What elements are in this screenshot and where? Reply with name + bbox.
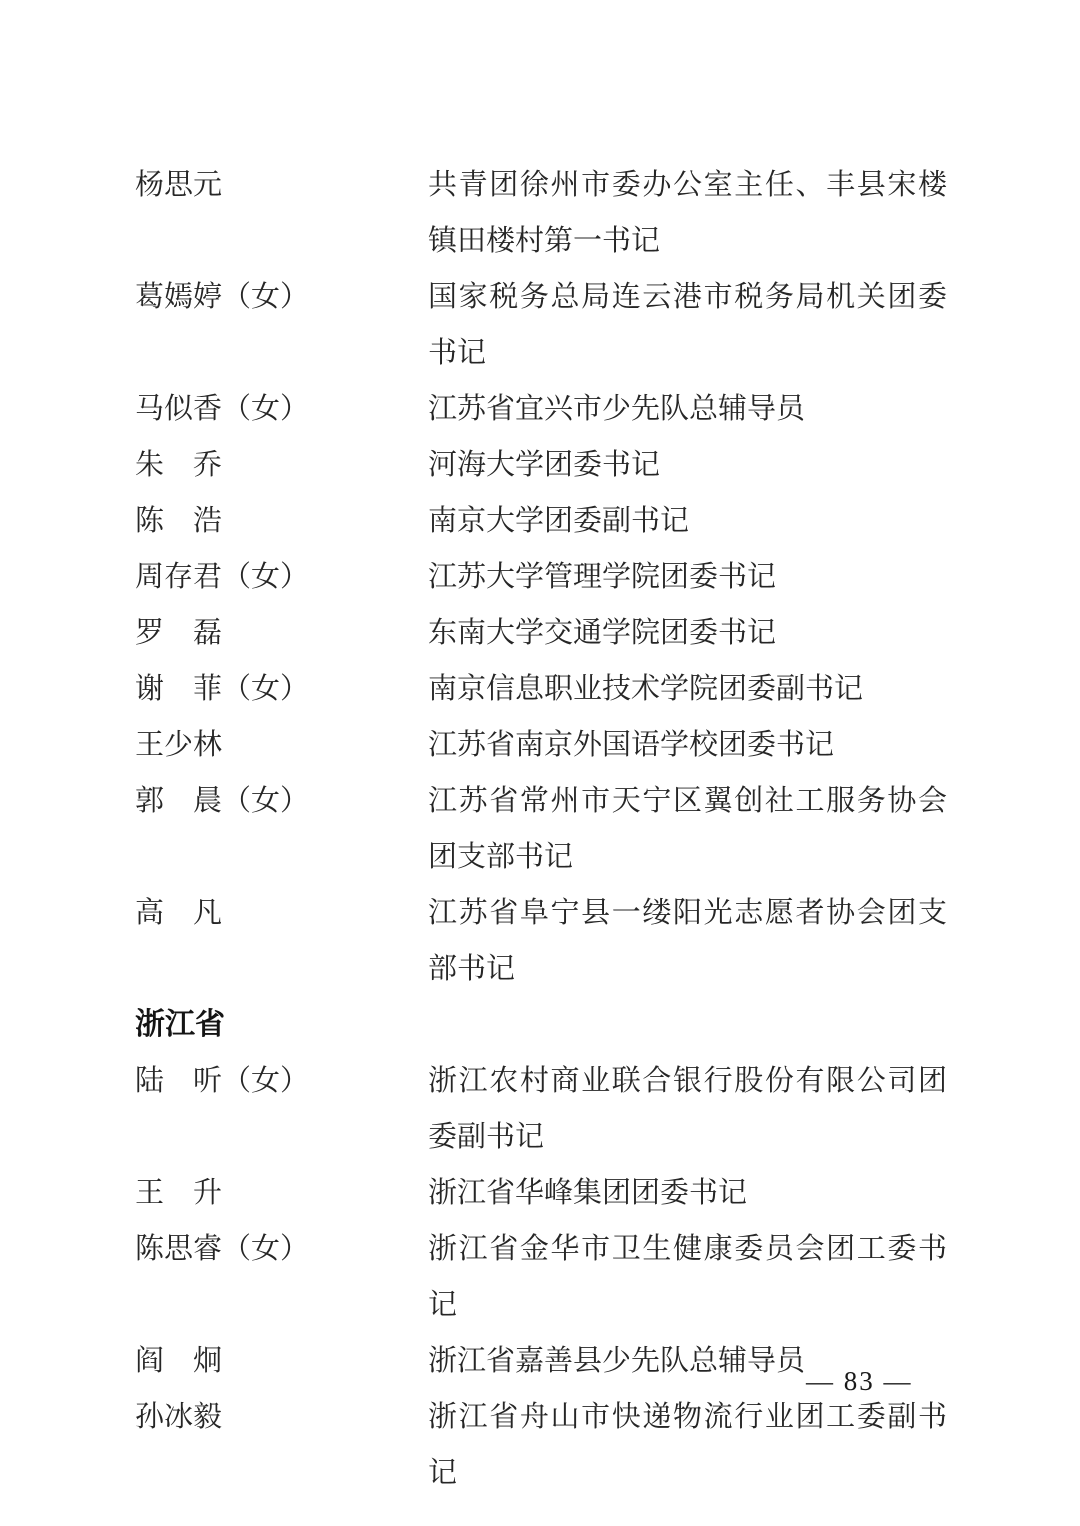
- entry-row: [135, 1165, 947, 1221]
- entry-position: 江苏省南京外国语学校团委书记: [428, 729, 835, 761]
- entry-name: 王少林: [135, 729, 223, 761]
- entry-name: 陈 浩: [135, 505, 223, 537]
- entry-row: [135, 1221, 947, 1333]
- entry-row: [135, 717, 947, 773]
- entry-position: 江苏省宜兴市少先队总辅导员: [428, 393, 806, 425]
- entry-position: 江苏省阜宁县一缕阳光志愿者协会团支部书记: [428, 897, 947, 985]
- entry-name: 朱 乔: [135, 449, 223, 481]
- entry-name: 杨思元: [135, 169, 223, 201]
- entry-name: 周存君（女）: [135, 561, 310, 593]
- entry-position: 浙江省嘉善县少先队总辅导员: [428, 1345, 806, 1377]
- entry-list: [135, 1053, 947, 1501]
- entry-row: [135, 773, 947, 885]
- entry-row: [135, 157, 947, 269]
- entry-row: [135, 1389, 947, 1501]
- entry-name: 陆 听（女）: [135, 1065, 310, 1097]
- entry-position: 东南大学交通学院团委书记: [428, 617, 777, 649]
- province-section: [135, 157, 947, 997]
- entry-row: [135, 885, 947, 997]
- entry-position: 江苏大学管理学院团委书记: [428, 561, 777, 593]
- entry-row: [135, 493, 947, 549]
- section-header: 浙江省: [135, 1008, 225, 1041]
- entry-name: 王 升: [135, 1177, 223, 1209]
- entry-row: [135, 605, 947, 661]
- entry-position: 浙江省华峰集团团委书记: [428, 1177, 748, 1209]
- entry-position: 浙江省金华市卫生健康委员会团工委书记: [428, 1233, 947, 1321]
- entry-position: 浙江农村商业联合银行股份有限公司团委副书记: [428, 1065, 947, 1153]
- entry-name: 高 凡: [135, 897, 223, 929]
- entry-name: 谢 菲（女）: [135, 673, 310, 705]
- entry-row: [135, 437, 947, 493]
- entry-name: 罗 磊: [135, 617, 223, 649]
- entry-name: 郭 晨（女）: [135, 785, 310, 817]
- entry-name: 陈思睿（女）: [135, 1233, 310, 1265]
- entry-row: [135, 269, 947, 381]
- entry-position: 浙江省舟山市快递物流行业团工委副书记: [428, 1401, 947, 1489]
- entry-position: 共青团徐州市委办公室主任、丰县宋楼镇田楼村第一书记: [428, 169, 947, 257]
- page-number: — 83 —: [806, 1366, 913, 1396]
- entry-position: 国家税务总局连云港市税务局机关团委书记: [428, 281, 947, 369]
- entry-row: [135, 661, 947, 717]
- roster-list: [135, 157, 947, 1501]
- entry-list: [135, 157, 947, 997]
- entry-name: 孙冰毅: [135, 1401, 223, 1433]
- entry-row: [135, 1053, 947, 1165]
- entry-name: 葛嫣婷（女）: [135, 281, 310, 313]
- entry-name: 马似香（女）: [135, 393, 310, 425]
- entry-position: 河海大学团委书记: [428, 449, 661, 481]
- entry-row: [135, 381, 947, 437]
- entry-position: 南京信息职业技术学院团委副书记: [428, 673, 864, 705]
- province-section: [135, 997, 947, 1501]
- entry-position: 江苏省常州市天宁区翼创社工服务协会团支部书记: [428, 785, 947, 873]
- entry-position: 南京大学团委副书记: [428, 505, 690, 537]
- entry-row: [135, 549, 947, 605]
- entry-name: 阎 炯: [135, 1345, 223, 1377]
